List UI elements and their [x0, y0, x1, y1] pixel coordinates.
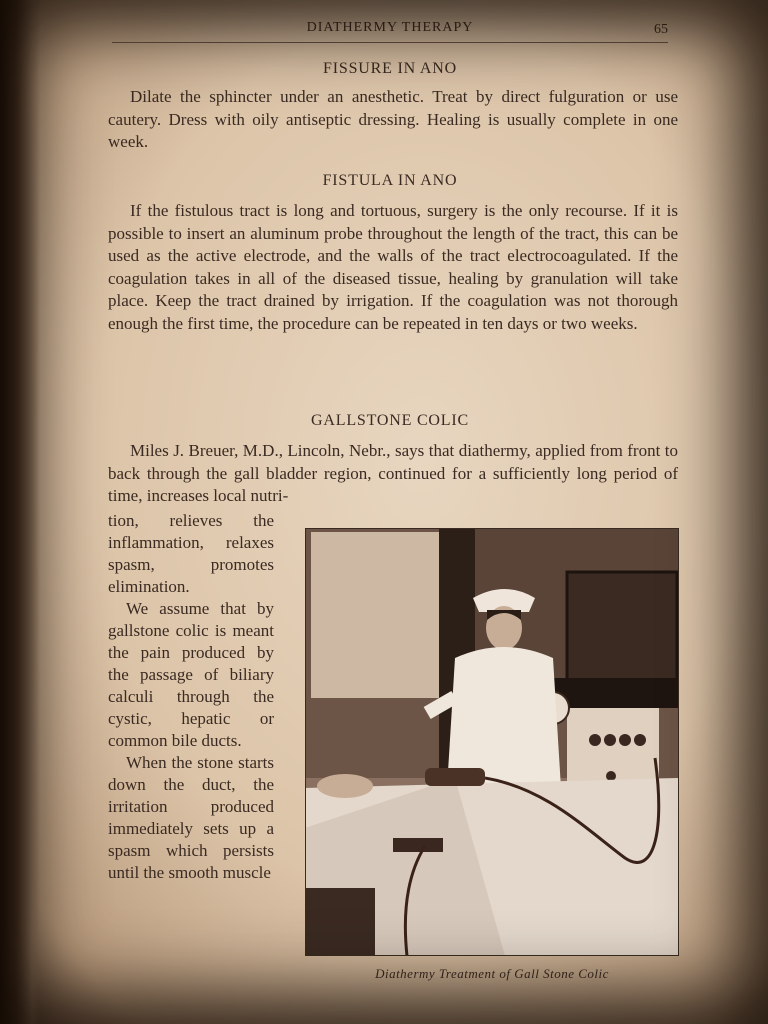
- paragraph-gallstone-2: We assume that by gallstone colic is meant the pain produced by the passage of biliary calculi through the cystic, hepatic or common bile ducts.: [108, 599, 274, 750]
- heading-fistula-in-ano: FISTULA IN ANO: [322, 172, 458, 189]
- photo-illustration: [305, 528, 679, 956]
- heading-fissure-in-ano: FISSURE IN ANO: [323, 60, 457, 77]
- text-column-left: [108, 510, 274, 884]
- paragraph-fissure: Dilate the sphincter under an anesthetic. Treat by direct fulguration or use cautery. Dress with oily antiseptic dressing. Healing is usually complete in one week.: [108, 87, 678, 151]
- paragraph-fistula: If the fistulous tract is long and tortuous, surgery is the only recourse. If it is possible to insert an aluminum probe throughout the length of the tract, this can be used as the active electrode, and the walls of the tract electrocoagulated. If the coagulation takes in all of the diseased tissue, healing by granulation will take place. Keep the tract drained by irrigation. If the coagulation was not thorough enough the first time, the procedure can be repeated in ten days or two weeks.: [108, 201, 678, 333]
- treatment-photograph: [305, 528, 679, 956]
- figure-caption: Diathermy Treatment of Gall Stone Colic: [375, 966, 609, 981]
- page-header: [112, 20, 668, 43]
- heading-gallstone-colic: GALLSTONE COLIC: [311, 412, 469, 429]
- paragraph-gallstone-intro: Miles J. Breuer, M.D., Lincoln, Nebr., says that diathermy, applied from front to back through the gall bladder region, continued for a sufficiently long period of time, increases local nutri-: [108, 441, 678, 505]
- page-number: 65: [654, 22, 668, 37]
- running-title: DIATHERMY THERAPY: [306, 20, 474, 35]
- paragraph-gallstone-cont: tion, relieves the inflammation, relaxes spasm, promotes elimination.: [108, 511, 274, 596]
- paragraph-gallstone-3: When the stone starts down the duct, the irritation produced immediately sets up a spasm which persists until the smooth muscle: [108, 753, 274, 882]
- book-gutter: [0, 0, 40, 1024]
